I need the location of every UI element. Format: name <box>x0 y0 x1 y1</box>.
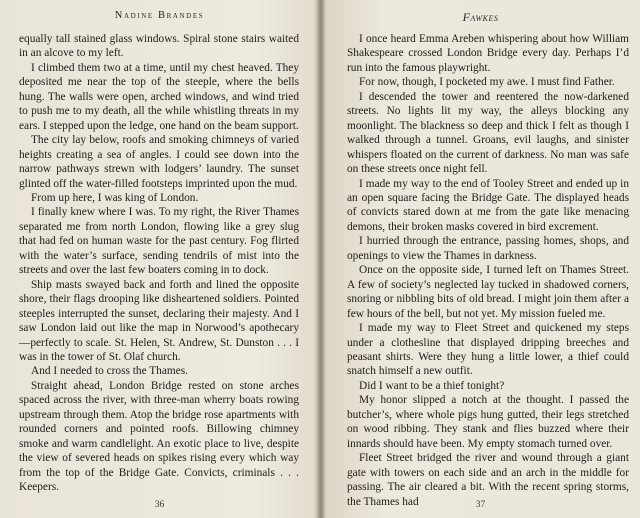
running-head-title: Fawkes <box>462 10 499 24</box>
paragraph: And I needed to cross the Thames. <box>31 365 188 378</box>
paragraph: Once on the opposite side, I turned left on Thames Street. A few of society’s neglected lay tucked in shadowed corners, snoring or nibbling bits of old bread. I might join them after a few hours of the bell, but not yet. My mission fueled me. <box>347 264 629 320</box>
paragraph: For now, though, I pocketed my awe. I must find Father. <box>359 76 615 89</box>
running-head-author: Nadine Brandes <box>114 10 205 21</box>
paragraph: I finally knew where I was. To my right, the River Thames separated me from north London, flowing like a grey slug that had fed on human waste for the past century. Fog flirted with the water’s surface, sending tendrils of mist into the streets and over the last few boaters coming in to dock. <box>19 206 299 277</box>
left-page-text <box>19 32 299 495</box>
paragraph: I made my way to the end of Tooley Street and ended up in an open square facing the Bridge Gate. The displayed heads of convicts stared down at me from the gate like menacing demons, their broken masks covered in bird excrement. <box>347 177 629 233</box>
paragraph: Did I want to be a thief tonight? <box>359 379 505 392</box>
paragraph: I hurried through the entrance, passing homes, shops, and openings to view the Thames in darkness. <box>347 235 629 262</box>
paragraph: equally tall stained glass windows. Spiral stone stairs waited in an alcove to my left. <box>19 33 299 60</box>
page-number-left: 36 <box>154 500 165 510</box>
paragraph: My honor slipped a notch at the thought. I passed the butcher’s, where whole pigs hung gutted, their legs stretched on wood ribbing. They stank and flies buzzed where their innards should have been. My empty stomach turned over. <box>347 394 629 450</box>
left-page <box>0 0 319 518</box>
paragraph: I made my way to Fleet Street and quickened my steps under a clothesline that displayed dripping breeches and peasant shirts. Were they hung a little lower, a thief could snatch himself a new outfit. <box>347 322 629 378</box>
paragraph: From up here, I was king of London. <box>31 191 199 204</box>
paragraph: Ship masts swayed back and forth and lined the opposite shore, their flags drooping like disheartened soldiers. Pointed steeples interrupted the sunset, declaring their majesty. And I saw London laid out like the map in Norwood’s apothecary—perfectly to scale. St. Helen, St. Andrew, St. Dunston . . . I was in the tower of St. Olaf church. <box>19 278 299 363</box>
right-page <box>321 0 640 518</box>
paragraph: I descended the tower and reentered the now-darkened streets. No lights lit my way, the alleys blocking any moonlight. The blackness so deep and thick I felt as though I walked through a tunnel. Groans, evil laughs, and sinister whispers floated on the current of darkness. No man was safe on these streets once night fell. <box>347 90 629 176</box>
right-page-text <box>347 32 629 509</box>
page-number-right: 37 <box>475 500 486 510</box>
paragraph: I once heard Emma Areben whispering about how William Shakespeare crossed London Bridge every day. Perhaps I’d run into the famous playwright. <box>347 33 629 74</box>
paragraph: Fleet Street bridged the river and wound through a giant gate with towers on each side and an arch in the middle for passing. The air cleared a bit. With the recent spring storms, the Thames had <box>347 452 629 508</box>
paragraph: I climbed them two at a time, until my chest heaved. They deposited me near the top of the steeple, where the bells hung. The walls were open, arched windows, and wind tried to push me to my death, all the while whistling threats in my ears. I stepped upon the ledge, one hand on the beam support. <box>19 61 299 132</box>
paragraph: The city lay below, roofs and smoking chimneys of varied heights creating a sea of angles. I could see down into the narrow pathways strewn with lodgers’ laundry. The sunset glinted off the water-filled footsteps imprinted upon the mud. <box>19 134 299 190</box>
paragraph: Straight ahead, London Bridge rested on stone arches spaced across the river, with three-man wherry boats rowing upstream through them. Atop the bridge rose apartments with rounded corners and pointed roofs. Billowing chimney smoke and warm candlelight. An exotic place to live, despite the view of severed heads on spikes rising every which way from the top of the Bridge Gate. Convicts, criminals . . . Keepers. <box>19 379 299 494</box>
